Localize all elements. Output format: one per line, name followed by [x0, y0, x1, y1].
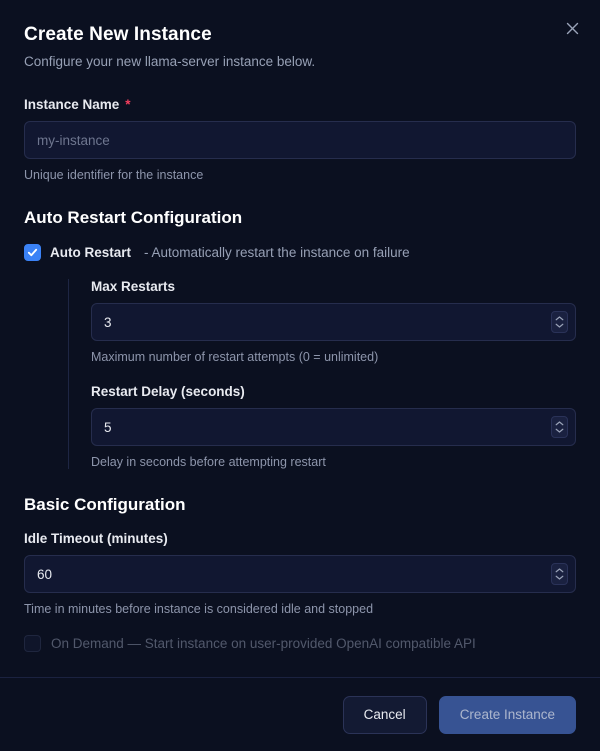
auto-restart-label: Auto Restart	[50, 245, 132, 260]
max-restarts-stepper[interactable]	[551, 311, 568, 333]
restart-delay-input[interactable]	[91, 408, 576, 446]
max-restarts-input[interactable]	[91, 303, 576, 341]
required-marker: *	[125, 97, 131, 112]
instance-name-label-text: Instance Name	[24, 97, 120, 112]
max-restarts-field-group	[91, 279, 576, 364]
restart-delay-label: Restart Delay (seconds)	[91, 384, 245, 399]
restart-delay-field-group	[91, 384, 576, 469]
basic-configuration-section-title: Basic Configuration	[24, 495, 186, 514]
restart-delay-input-wrap	[91, 408, 576, 446]
max-restarts-input-wrap	[91, 303, 576, 341]
dialog-footer	[0, 677, 600, 751]
on-demand-checkbox-row[interactable]	[24, 634, 576, 652]
idle-timeout-stepper[interactable]	[551, 563, 568, 585]
empty-checkbox-icon[interactable]	[24, 635, 41, 652]
instance-name-help: Unique identifier for the instance	[24, 168, 204, 182]
idle-timeout-field-group	[24, 531, 576, 616]
idle-timeout-help: Time in minutes before instance is considered idle and stopped	[24, 602, 374, 616]
instance-name-input[interactable]	[24, 121, 576, 159]
idle-timeout-input-wrap	[24, 555, 576, 593]
auto-restart-checkbox-row[interactable]	[24, 244, 576, 261]
restart-delay-help: Delay in seconds before attempting restart	[91, 455, 326, 469]
on-demand-label: On Demand — Start instance on user-provided OpenAI compatible API	[51, 635, 476, 651]
instance-name-label	[24, 97, 576, 112]
auto-restart-section-title: Auto Restart Configuration	[24, 208, 243, 227]
max-restarts-help: Maximum number of restart attempts (0 = unlimited)	[91, 350, 379, 364]
auto-restart-subfields	[68, 279, 576, 469]
idle-timeout-input[interactable]	[24, 555, 576, 593]
page-title: Create New Instance	[24, 24, 212, 45]
idle-timeout-label: Idle Timeout (minutes)	[24, 531, 168, 546]
checkmark-icon[interactable]	[24, 244, 41, 261]
auto-restart-description: - Automatically restart the instance on failure	[144, 245, 410, 260]
create-instance-button[interactable]: Create Instance	[439, 696, 576, 734]
max-restarts-label: Max Restarts	[91, 279, 176, 294]
instance-name-field-group	[24, 97, 576, 182]
cancel-button[interactable]: Cancel	[343, 696, 427, 734]
restart-delay-stepper[interactable]	[551, 416, 568, 438]
dialog-subtitle: Configure your new llama-server instance below.	[24, 54, 316, 69]
